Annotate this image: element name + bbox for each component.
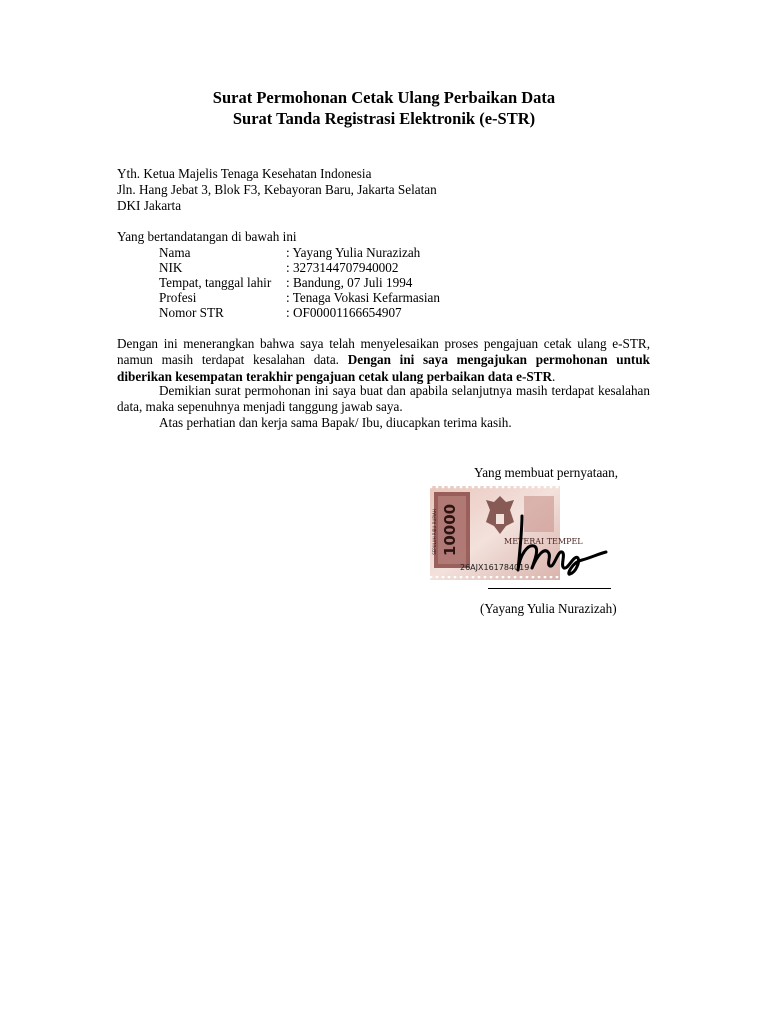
- signature-line: [488, 588, 611, 589]
- field-label-str: Nomor STR: [159, 305, 224, 320]
- field-value-str: : OF00001166654907: [286, 305, 402, 320]
- signature-icon: [500, 510, 610, 576]
- document-title: Surat Permohonan Cetak Ulang Perbaikan Data: [212, 88, 556, 107]
- recipient-line-1: Yth. Ketua Majelis Tenaga Kesehatan Indonesia: [117, 166, 372, 181]
- field-label-nama: Nama: [159, 245, 191, 260]
- closing-text: Yang membuat pernyataan,: [474, 465, 619, 480]
- body-paragraph-2: Demikian surat permohonan ini saya buat dan apabila selanjutnya masih terdapat kesalahan data, maka sepenuhnya menjadi tanggung jawab saya.: [117, 383, 650, 415]
- field-value-nik: : 3273144707940002: [286, 260, 399, 275]
- body-paragraph-1: [117, 336, 650, 385]
- field-label-nik: NIK: [159, 260, 183, 275]
- body-p1-text: Dengan ini menerangkan bahwa saya telah menyelesaikan proses pengajuan cetak ulang e-STR, namun masih terdapat kesalahan data.: [117, 336, 650, 368]
- body-paragraph-3: Atas perhatian dan kerja sama Bapak/ Ibu, diucapkan terima kasih.: [159, 415, 512, 430]
- document-subtitle: Surat Tanda Registrasi Elektronik (e-STR): [232, 109, 536, 128]
- stamp-amount: 10000: [441, 503, 459, 557]
- field-label-birth: Tempat, tanggal lahir: [159, 275, 272, 290]
- field-label-profesi: Profesi: [159, 290, 197, 305]
- signer-name: (Yayang Yulia Nurazizah): [480, 601, 617, 616]
- recipient-line-2: Jln. Hang Jebat 3, Blok F3, Kebayoran Baru, Jakarta Selatan: [117, 182, 437, 197]
- recipient-line-3: DKI Jakarta: [117, 198, 182, 213]
- stamp-label: METERAI TEMPEL: [504, 537, 583, 546]
- stamp-serial: 26AJX161784019: [460, 563, 530, 572]
- body-p1-bold: Dengan ini saya mengajukan permohonan untuk diberikan kesempatan terakhir pengajuan cetak ulang perbaikan data e-STR: [117, 352, 650, 384]
- field-value-birth: : Bandung, 07 Juli 1994: [286, 275, 413, 290]
- field-value-profesi: : Tenaga Vokasi Kefarmasian: [286, 290, 440, 305]
- field-value-nama: : Yayang Yulia Nurazizah: [286, 245, 421, 260]
- stamp-side-text: SEPULUH RIBU RUPIAH: [432, 509, 437, 555]
- intro-text: Yang bertandatangan di bawah ini: [117, 229, 297, 244]
- body-p1-end: .: [552, 368, 556, 384]
